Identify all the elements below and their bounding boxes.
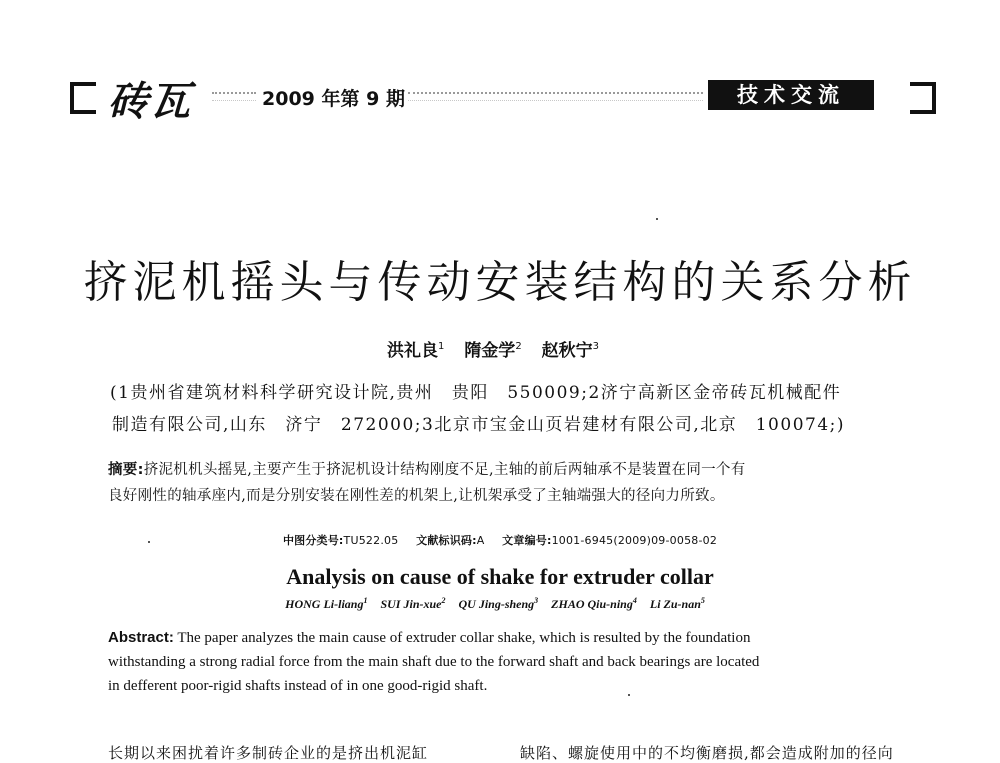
scan-noise [408, 92, 703, 101]
scan-speck [148, 541, 150, 543]
paper-title-cn: 挤泥机摇头与传动安装结构的关系分析 [83, 257, 917, 308]
scan-noise [212, 92, 256, 101]
author-affil-mark: 5 [700, 596, 705, 605]
issue-label: 2009 年第 9 期 [262, 88, 405, 110]
author-list-cn [0, 336, 1000, 361]
article-no-value: 1001-6945(2009)09-0058-02 [551, 534, 718, 547]
abstract-cn-text: 挤泥机机头摇晃,主要产生于挤泥机设计结构刚度不足,主轴的前后两轴承不是装置在同一个有 [143, 462, 746, 478]
author-name: 洪礼良 [387, 341, 439, 361]
author-affil-mark: 4 [632, 596, 637, 605]
author-name-en: ZHAO Qiu-ning [551, 597, 633, 611]
body-right-column: 缺陷、螺旋使用中的不均衡磨损,都会造成附加的径向 [520, 744, 894, 762]
scan-speck [628, 694, 630, 696]
author-affil-mark: 2 [515, 341, 522, 353]
author-affil-mark: 1 [363, 596, 368, 605]
abstract-en-line [108, 626, 908, 650]
author-name-en: Li Zu-nan [649, 597, 701, 611]
abstract-cn-line [108, 458, 908, 482]
abstract-cn-label: 摘要: [108, 462, 144, 478]
author-list-en [0, 596, 1000, 612]
author-affil-mark: 3 [534, 596, 539, 605]
clc-label: 中图分类号: [282, 534, 344, 547]
journal-name: 砖瓦 [108, 78, 192, 125]
author-name: 赵秋宁 [541, 341, 593, 361]
affiliation-line: 制造有限公司,山东 济宁 272000;3北京市宝金山页岩建材有限公司,北京 100074;) [112, 415, 846, 435]
author-name-en: HONG Li-liang [285, 597, 364, 611]
column-tag: 技术交流 [708, 80, 874, 110]
abstract-cn-line: 良好刚性的轴承座内,而是分别安装在刚性差的机架上,让机架承受了主轴端强大的径向力所致。 [108, 488, 725, 504]
author-affil-mark: 3 [592, 341, 599, 353]
header-right-bracket [910, 82, 936, 114]
author-name-en: SUI Jin-xue [380, 597, 442, 611]
body-left-column: 长期以来困扰着许多制砖企业的是挤出机泥缸 [108, 744, 429, 762]
doc-code-value: A [476, 534, 485, 547]
paper-title-en: Analysis on cause of shake for extruder collar [286, 564, 714, 589]
classification-line [0, 532, 1000, 548]
abstract-en-line: withstanding a strong radial force from the main shaft due to the forward shaft and back bearings are located [108, 654, 760, 670]
clc-value: TU522.05 [343, 534, 399, 547]
doc-code-label: 文献标识码: [416, 534, 477, 547]
author-affil-mark: 1 [438, 341, 445, 353]
scan-speck [656, 218, 658, 220]
header-left-bracket [70, 82, 96, 114]
affiliation-line: (1贵州省建筑材料科学研究设计院,贵州 贵阳 550009;2济宁高新区金帝砖瓦机械配件 [110, 383, 842, 403]
author-name-en: QU Jing-sheng [458, 597, 535, 611]
author-name: 隋金学 [464, 341, 516, 361]
abstract-en-line: in defferent poor-rigid shafts instead of in one good-rigid shaft. [108, 678, 488, 694]
article-no-label: 文章编号: [502, 534, 552, 547]
abstract-en-text: The paper analyzes the main cause of extruder collar shake, which is resulted by the foundation [177, 630, 751, 646]
abstract-en [108, 626, 908, 698]
abstract-en-label: Abstract: [108, 629, 174, 646]
author-affil-mark: 2 [441, 596, 446, 605]
